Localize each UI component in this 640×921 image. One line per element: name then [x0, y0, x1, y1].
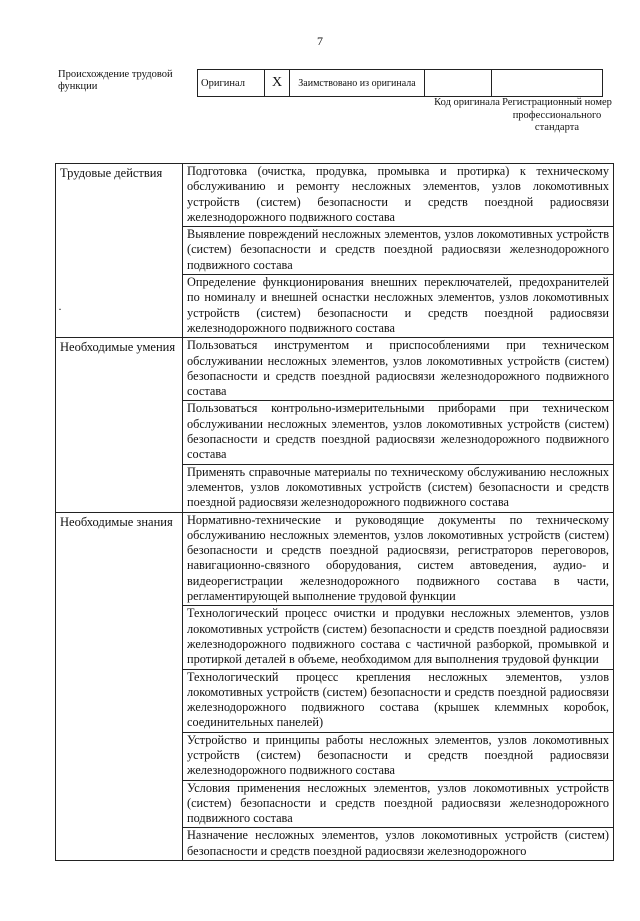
table-cell: Выявление повреждений несложных элементов, узлов локомотивных устройств (систем) безопасности и средств поездной радиосвязи железнодорожного подвижного состава	[183, 227, 614, 275]
table-cell: Устройство и принципы работы несложных элементов, узлов локомотивных устройств (систем) безопасности и средств поездной радиосвязи железнодорожного подвижного состава	[183, 732, 614, 780]
section-label: Трудовые действия	[56, 164, 183, 338]
stray-dot-mark: ·	[58, 302, 62, 316]
section-label: Необходимые умения	[56, 338, 183, 512]
table-cell: Подготовка (очистка, продувка, промывка и протирка) к техническому обслуживанию и ремонту несложных элементов, узлов локомотивных устройств (систем) безопасности и средств поездной радиосвязи железнодорожного подвижного состава	[183, 164, 614, 227]
table-cell: Нормативно-технические и руководящие документы по техническому обслуживанию несложных элементов, узлов локомотивных устройств (систем) безопасности и средств поездной радиосвязи, регистраторов переговоров, навигационно-связного оборудования, систем автоведения, аудио- и видеорегистрации железнодорожного подвижного состава в части, регламентирующей выполнение трудовой функции	[183, 512, 614, 606]
origin-label: Происхождение трудовой функции	[58, 69, 173, 92]
reg-caption: Регистрационный номер профессионального стандарта	[502, 97, 612, 133]
original-label: Оригинал	[198, 70, 265, 97]
code-caption: Код оригинала	[434, 97, 500, 108]
code-cell	[425, 70, 492, 97]
original-mark: X	[265, 70, 290, 97]
table-cell: Определение функционирования внешних переключателей, предохранителей по номиналу и внешней оснастки несложных элементов, узлов локомотивных устройств (систем) безопасности и средств поездной радиосвязи железнодорожного подвижного состава	[183, 275, 614, 338]
borrowed-label: Заимствовано из оригинала	[290, 70, 425, 97]
table-cell: Технологический процесс очистки и продувки несложных элементов, узлов локомотивных устройств (систем) безопасности и средств поездной радиосвязи железнодорожного подвижного состава с частичной разборкой, промывкой и протиркой деталей в объеме, необходимом для выполнения трудовой функции	[183, 606, 614, 669]
origin-table	[197, 69, 603, 97]
section-label: Необходимые знания	[56, 512, 183, 861]
table-row	[56, 338, 614, 401]
table-cell: Условия применения несложных элементов, узлов локомотивных устройств (систем) безопасности и средств поездной радиосвязи железнодорожного подвижного состава	[183, 780, 614, 828]
table-row	[56, 164, 614, 227]
table-cell: Назначение несложных элементов, узлов локомотивных устройств (систем) безопасности и средств поездной радиосвязи железнодорожного	[183, 828, 614, 861]
table-row	[56, 512, 614, 606]
table-cell: Пользоваться инструментом и приспособлениями при техническом обслуживании несложных элементов, узлов локомотивных устройств (систем) безопасности и средств поездной радиосвязи железнодорожного подвижного состава	[183, 338, 614, 401]
page-number: 7	[317, 34, 323, 48]
function-table	[55, 163, 614, 861]
reg-number-cell	[492, 70, 603, 97]
table-cell: Пользоваться контрольно-измерительными приборами при техническом обслуживании несложных элементов, узлов локомотивных устройств (систем) безопасности и средств поездной радиосвязи железнодорожного подвижного состава	[183, 401, 614, 464]
table-cell: Технологический процесс крепления несложных элементов, узлов локомотивных устройств (систем) безопасности и средств поездной радиосвязи железнодорожного подвижного состава (крышек клеммных коробок, соединительных панелей)	[183, 669, 614, 732]
table-cell: Применять справочные материалы по техническому обслуживанию несложных элементов, узлов локомотивных устройств (систем) безопасности и средств поездной радиосвязи железнодорожного подвижного состава	[183, 464, 614, 512]
